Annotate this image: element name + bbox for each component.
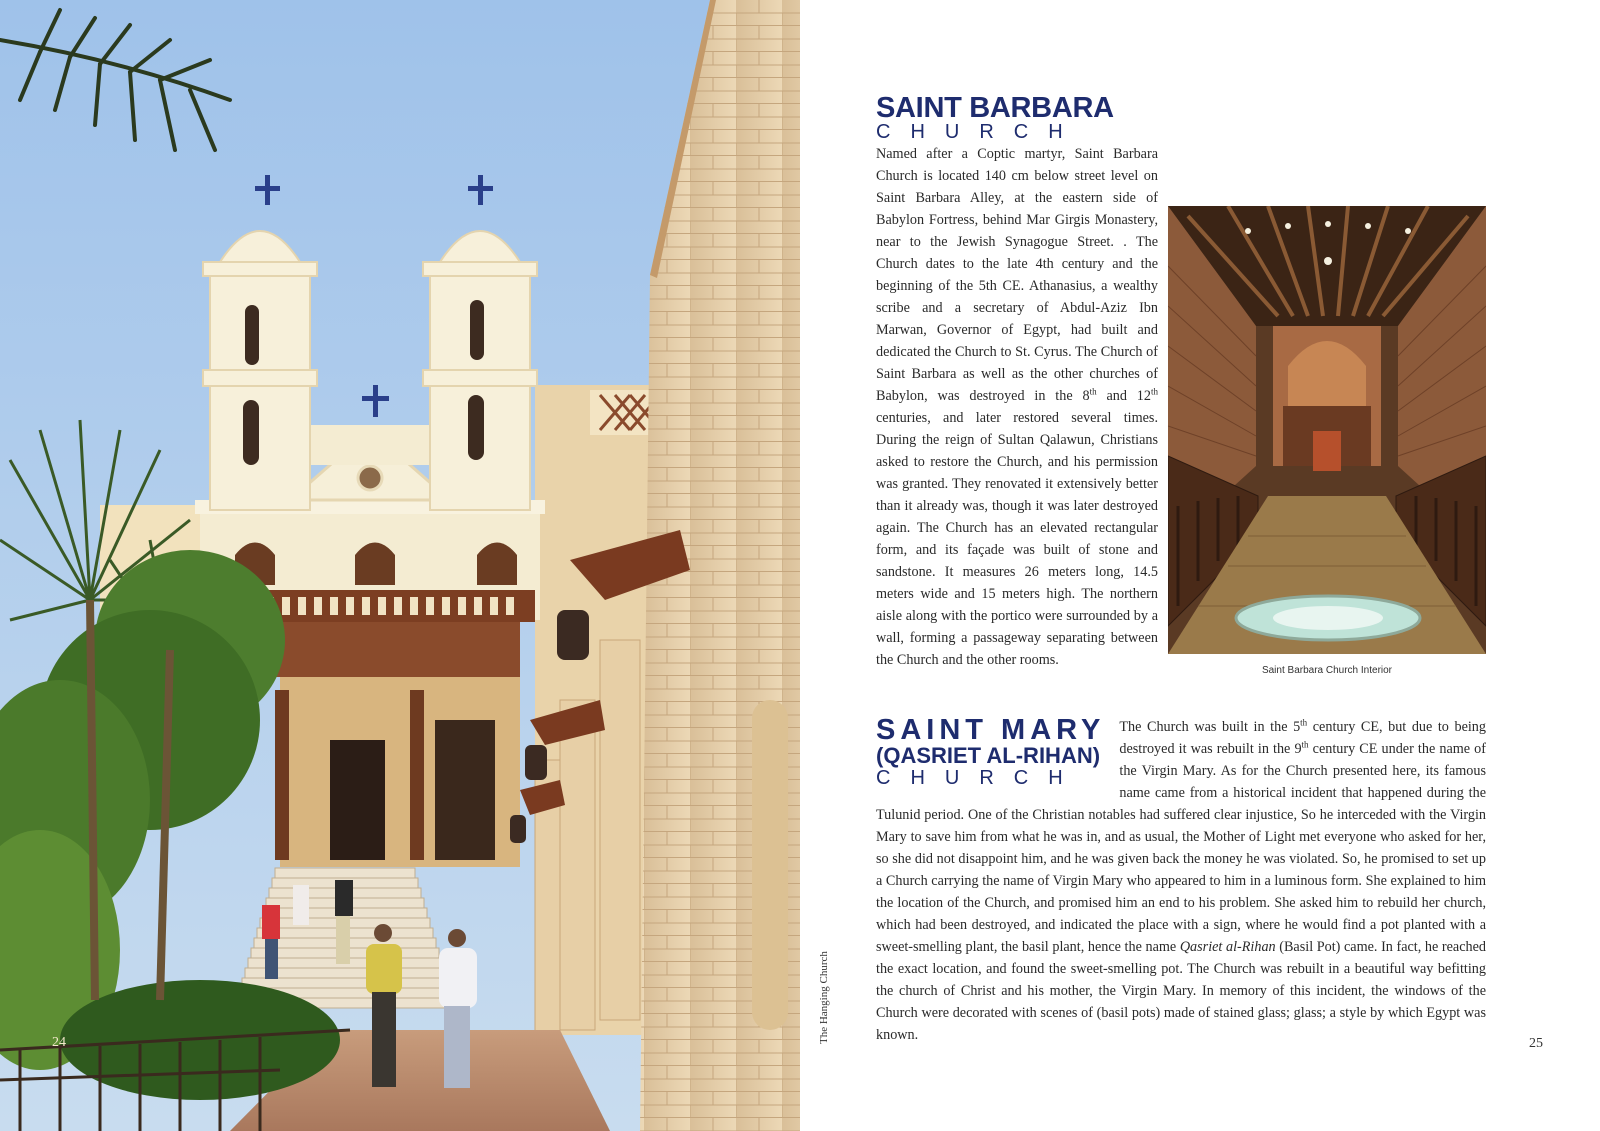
saint-mary-sup-2: th: [1301, 739, 1309, 750]
saint-barbara-interior-figure: [1168, 206, 1486, 682]
saint-barbara-figure-caption: Saint Barbara Church Interior: [1261, 665, 1393, 676]
saint-barbara-text-2: and 12: [1096, 388, 1151, 404]
saint-mary-text-4: (Basil Pot) came. In fact, he reached the exact location, and found the sweet-smelling pot. The Church was rebuilt in a beautiful way befitting the church of Christ and his mother, the Virgin Mary. In memory of this incident, the windows of the Church were decorated with scenes of (basil pots) made of stained glass; glass; a style by which Egypt was known.: [876, 939, 1486, 1043]
saint-mary-sup-1: th: [1300, 717, 1308, 728]
saint-barbara-text-3: centuries, and later restored several times. During the reign of Sultan Qalawun, Christians asked to restore the Church, and his permission was granted. They renovated it extensively better than it already was, though it was later destroyed again. The Church has an elevated rectangular form, and its façade was built of stone and sandstone. It measures 26 meters long, 14.5 meters wide and 15 meters high. The northern aisle along with the portico were surrounded by a wall, forming a passageway separating between the Church and the other rooms.: [876, 410, 1158, 668]
saint-mary-text-1: The Church was built in the 5: [1119, 719, 1301, 735]
saint-barbara-title: SAINT BARBARA: [876, 92, 1114, 124]
saint-barbara-body: [876, 94, 1486, 676]
page-number-right: 25: [1529, 1036, 1543, 1051]
gutter-photo-caption: The Hanging Church: [818, 951, 830, 1044]
saint-barbara-subtitle: CHURCH: [876, 121, 1083, 143]
saint-mary-italic-name: Qasriet al-Rihan: [1179, 939, 1276, 955]
saint-mary-title: SAINT MARY: [876, 714, 1106, 746]
saint-barbara-section: [876, 94, 1486, 686]
saint-barbara-sup-2: th: [1150, 386, 1158, 397]
saint-barbara-heading: [876, 94, 1114, 143]
saint-barbara-sup-1: th: [1089, 386, 1097, 397]
saint-mary-section: [876, 716, 1486, 1046]
church-interior-photo: [1168, 206, 1486, 654]
page-number-left: 24: [52, 1035, 66, 1050]
saint-mary-subtitle: CHURCH: [876, 767, 1083, 789]
saint-mary-heading: [876, 716, 1105, 789]
saint-mary-text-3: century CE under the name of the Virgin Mary. As for the Church presented here, its famous name came from a historical incident that happened during the Tulunid period. One of the Christian notables had suffered clear injustice, So he interceded with the Virgin Mary to save him from what he was in, and as usual, the Mother of Light met everyone who asked for her, so she did not disappoint him, and he was given back the money he was violated. So, he promised to set up a Church carrying the name of Virgin Mary who appeared to him in a luminous form. She explained to him the location of the Church, and promised him an end to his problem. She asked him to rebuild her church, which had been destroyed, and indicated the place with a sign, where he would find a pot planted with a sweet-smelling plant, the basil plant, hence the name: [876, 741, 1486, 955]
saint-barbara-text-1: Named after a Coptic martyr, Saint Barbara Church is located 140 cm below street level on Saint Barbara Alley, at the eastern side of Babylon Fortress, behind Mar Girgis Monastery, near to the Jewish Synagogue Street. . The Church dates to the late 4th century and the beginning of the 5th CE. Athanasius, a wealthy scribe and a secretary of Abdul-Aziz Ibn Marwan, Governor of Egypt, had built and dedicated the Church to St. Cyrus. The Church of Saint Barbara as well as the other churches of Babylon, was destroyed in the 8: [876, 146, 1158, 404]
saint-mary-title-2: (QASRIET AL-RIHAN): [876, 743, 1101, 768]
saint-mary-text-2: century CE, but due to being destroyed it was rebuilt in the 9: [1119, 719, 1486, 757]
